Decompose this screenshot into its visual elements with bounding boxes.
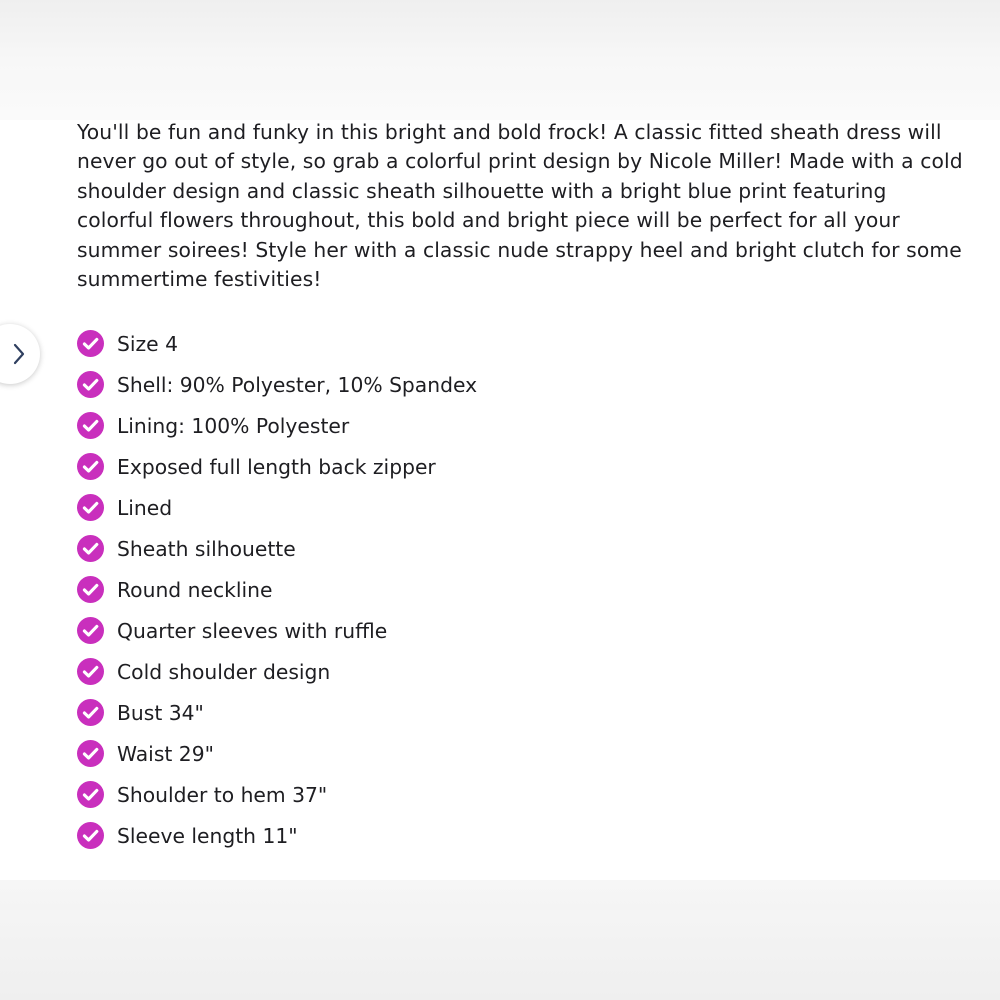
feature-item xyxy=(77,651,777,692)
feature-label: Sleeve length 11" xyxy=(117,823,298,848)
check-circle-icon xyxy=(77,494,104,521)
feature-label: Cold shoulder design xyxy=(117,659,331,684)
check-circle-icon xyxy=(77,740,104,767)
check-circle-icon xyxy=(77,658,104,685)
check-circle-icon xyxy=(77,576,104,603)
feature-label: Quarter sleeves with ruffle xyxy=(117,618,388,643)
feature-item xyxy=(77,569,777,610)
feature-label: Waist 29" xyxy=(117,741,214,766)
product-description: You'll be fun and funky in this bright and bold frock! A classic fitted sheath dress will never go out of style, so grab a colorful print design by Nicole Miller! Made with a cold shoulder design and classic sheath silhouette with a bright blue print featuring colorful flowers throughout, this bold and bright piece will be perfect for all your summer soirees! Style her with a classic nude strappy heel and bright clutch for some summertime festivities! xyxy=(77,120,963,292)
feature-label: Shoulder to hem 37" xyxy=(117,782,328,807)
feature-item xyxy=(77,733,777,774)
feature-label: Lined xyxy=(117,495,173,520)
feature-item xyxy=(77,815,777,856)
check-circle-icon xyxy=(77,412,104,439)
feature-item xyxy=(77,487,777,528)
feature-label: Size 4 xyxy=(117,331,178,356)
check-circle-icon xyxy=(77,822,104,849)
feature-item xyxy=(77,323,777,364)
feature-item xyxy=(77,774,777,815)
check-circle-icon xyxy=(77,699,104,726)
feature-label: Bust 34" xyxy=(117,700,204,725)
feature-label: Shell: 90% Polyester, 10% Spandex xyxy=(117,372,478,397)
feature-item xyxy=(77,610,777,651)
feature-item xyxy=(77,446,777,487)
check-circle-icon xyxy=(77,535,104,562)
check-circle-icon xyxy=(77,781,104,808)
chevron-right-icon xyxy=(12,342,26,366)
feature-label: Exposed full length back zipper xyxy=(117,454,436,479)
check-circle-icon xyxy=(77,617,104,644)
feature-label: Sheath silhouette xyxy=(117,536,296,561)
feature-list xyxy=(77,323,777,856)
feature-item xyxy=(77,692,777,733)
feature-item xyxy=(77,528,777,569)
bottom-fade xyxy=(0,880,1000,1000)
check-circle-icon xyxy=(77,371,104,398)
feature-item xyxy=(77,405,777,446)
feature-item xyxy=(77,364,777,405)
feature-label: Lining: 100% Polyester xyxy=(117,413,350,438)
check-circle-icon xyxy=(77,330,104,357)
feature-label: Round neckline xyxy=(117,577,273,602)
check-circle-icon xyxy=(77,453,104,480)
